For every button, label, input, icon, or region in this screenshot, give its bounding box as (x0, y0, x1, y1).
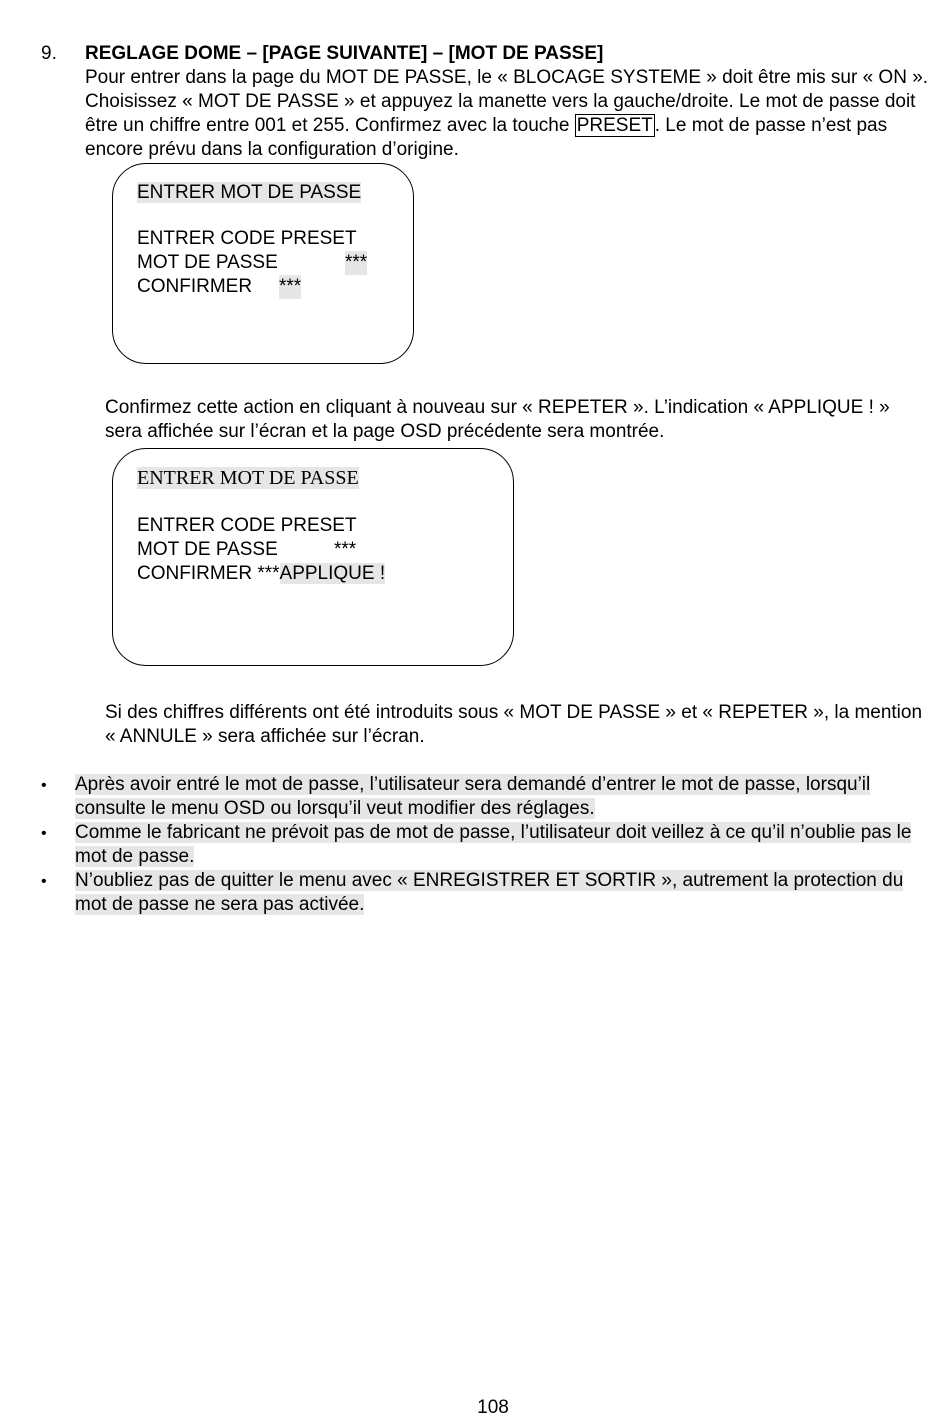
section-title: REGLAGE DOME – [PAGE SUIVANTE] – [MOT DE PASSE] (85, 43, 604, 64)
osd-confirm-label: CONFIRMER (137, 276, 253, 297)
osd-line-password (137, 251, 368, 275)
osd-confirm-value: *** (257, 563, 280, 584)
section-number: 9. (41, 43, 57, 64)
intro-text-end: . Le mot de passe n’est pas encore prévu dans la configuration d’origine. (85, 115, 888, 160)
bullet-symbol: • (41, 873, 47, 890)
intro-paragraph (85, 66, 935, 162)
osd-confirm-value: *** (279, 276, 302, 297)
bullet-text: N’oubliez pas de quitter le menu avec « ENREGISTRER ET SORTIR », autrement la protection du mot de passe ne sera pas activée. (75, 870, 904, 915)
bullet-text: Après avoir entré le mot de passe, l’utilisateur sera demandé d’entrer le mot de passe, lorsqu’il consulte le menu OSD ou lorsqu’il veut modifier des réglages. (75, 774, 871, 819)
bullet-item (75, 821, 935, 869)
osd-line-confirm (137, 275, 302, 299)
osd-line-password (137, 538, 357, 562)
preset-key-label: PRESET (576, 115, 653, 136)
osd-screen-password-entry (112, 163, 414, 364)
osd-title: ENTRER MOT DE PASSE (137, 467, 359, 489)
osd-confirm-label: CONFIRMER (137, 563, 253, 584)
bullet-item (75, 773, 935, 821)
osd-screen-password-applied (112, 448, 514, 666)
osd-password-label: MOT DE PASSE (137, 252, 278, 273)
osd-password-value: *** (334, 539, 357, 560)
confirm-paragraph: Confirmez cette action en cliquant à nouveau sur « REPETER ». L’indication « APPLIQUE ! » sera affichée sur l’écran et la page OSD précédente sera montrée. (105, 397, 890, 442)
osd-line-enter-code: ENTRER CODE PRESET (137, 515, 357, 536)
osd-password-value: *** (345, 252, 368, 273)
osd-applied-status: APPLIQUE ! (279, 563, 386, 584)
osd-line-confirm (137, 562, 385, 586)
bullet-text: Comme le fabricant ne prévoit pas de mot de passe, l’utilisateur doit veillez à ce qu’il n’oublie pas le mot de passe. (75, 822, 912, 867)
bullet-symbol: • (41, 825, 47, 842)
mismatch-paragraph: Si des chiffres différents ont été introduits sous « MOT DE PASSE » et « REPETER », la mention « ANNULE » sera affichée sur l’écran. (105, 702, 923, 747)
intro-text-start: Pour entrer dans la page du MOT DE PASSE, le « BLOCAGE SYSTEME » doit être mis sur « ON ». Choisissez « MOT DE PASSE » et appuyez la manette vers la gauche/droite. Le mot de passe doit être un chiffre entre 001 et 255. Confirmez avec la touche (85, 67, 929, 136)
bullet-item (75, 869, 935, 917)
osd-line-enter-code: ENTRER CODE PRESET (137, 228, 357, 249)
osd-title: ENTRER MOT DE PASSE (137, 182, 362, 203)
bullet-symbol: • (41, 777, 47, 794)
osd-password-label: MOT DE PASSE (137, 539, 278, 560)
page-number: 108 (477, 1397, 509, 1418)
